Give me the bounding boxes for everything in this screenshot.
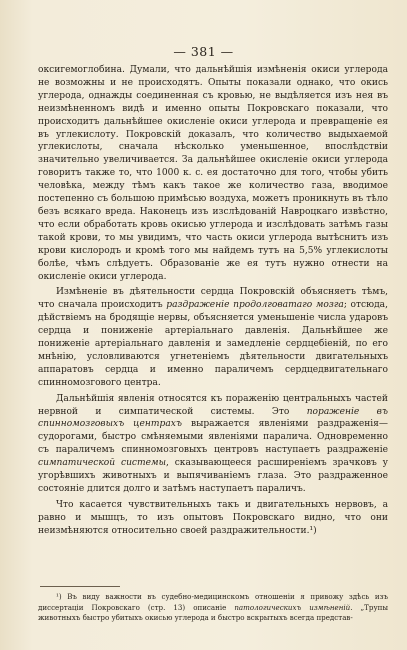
text-run: Дальнѣйшія явленія относятся къ пораженію центральныхъ частей нервной и симпатической системы. Это: [38, 393, 388, 417]
main-text: [38, 64, 388, 538]
text-run: ¹) Въ виду важности въ судебно-медицинскомъ отношеніи я привожу здѣсь изъ диссертаціи Покровскаго (стр. 13) описаніе: [38, 592, 388, 612]
footnote-divider: [40, 586, 120, 587]
paragraph: [38, 64, 388, 283]
page-number: — 381 —: [173, 44, 234, 59]
text-run: . „Трупы животныхъ быстро убитыхъ окисью углерода и быстро вскрытыхъ всегда представ-: [38, 602, 389, 623]
text-run: , сказывающееся расширеніемъ зрачковъ у угорѣвшихъ животныхъ и выпячиваніемъ глаза. Это раздраженное состояніе длится долго и затѣмъ наступаетъ параличъ.: [38, 458, 389, 494]
paragraph: [38, 393, 388, 496]
text-run: оксигемоглобина. Думали, что дальнѣйшія измѣненія окиси углерода не возможны и не происходятъ. Опыты показали однако, что окись углерода, однажды соединенная съ кровью, не выдѣляется изъ нея въ неизмѣненномъ видѣ и именно опыты Покровскаго показали, что происходитъ дальнѣйшее окисленіе окиси углерода и превращеніе ея въ углекислоту. Покровскій доказалъ, что количество выдыхаемой углекислоты, сначала нѣсколько уменьшенное, впослѣдствіи значительно увеличивается. За дальнѣйшее окисленіе окиси углерода говоритъ также то, что 1000 к. с. ея достаточно для того, чтобы убить человѣка, между тѣмъ какъ такое же количество газа, вводимое постепенно съ большою примѣсью воздуха, можетъ проникнуть въ тѣло безъ всякаго вреда. Наконецъ изъ изслѣдованій Навроцкаго извѣстно, что если обработать кровь окисью углерода и изслѣдовать затѣмъ газы такой крови, то мы увидимъ, что часть окиси углерода вытѣснитъ изъ крови кислородъ и кромѣ того мы найдемъ тутъ на 5,5% углекислоты болѣе, чѣмъ слѣдуетъ. Образованіе же ея тутъ нужно отнести на окисленіе окиси углерода.: [38, 65, 388, 282]
text-run: выражается явленіями раздраженія—судорогами, быстро смѣняемыми явленіями паралича. Одновременно съ параличемъ спинномозговыхъ центровъ наступаетъ раздраженіе: [38, 419, 389, 456]
emphasis-text: пораженіе въ спинномозговыхъ центрахъ: [38, 406, 388, 430]
paragraph: [38, 499, 388, 538]
emphasis-text: симпатической системы: [38, 458, 166, 469]
footnote: [38, 592, 388, 624]
text-run: Измѣненіе въ дѣятельности сердца Покровскій объясняетъ тѣмъ, что сначала происходитъ: [38, 287, 388, 311]
text-run: Что касается чувствительныхъ такъ и двигательныхъ нервовъ, а равно и мышцъ, то изъ опытовъ Покровскаго видно, что они неизмѣняются относительно своей раздражительности.¹): [38, 499, 388, 536]
emphasis-text: раздраженіе продолговатаго мозга: [166, 300, 344, 311]
emphasis-text: патологическихъ измѣненій: [234, 602, 351, 612]
footnote-paragraph: [38, 592, 388, 624]
paragraph: [38, 286, 388, 389]
text-run: ; отсюда, дѣйствіемъ на бродящіе нервы, объясняется уменьшеніе числа ударовъ сердца и пониженіе артеріальнаго давленія. Дальнѣйшее же пониженіе артеріальнаго давленія и замедленіе сердцебіеній, по его мнѣнію, условливаются угнетеніемъ дѣятельности двигательныхъ аппаратовъ сердца и именно параличемъ сердцедвигательнаго спинномозгового центра.: [38, 300, 388, 388]
